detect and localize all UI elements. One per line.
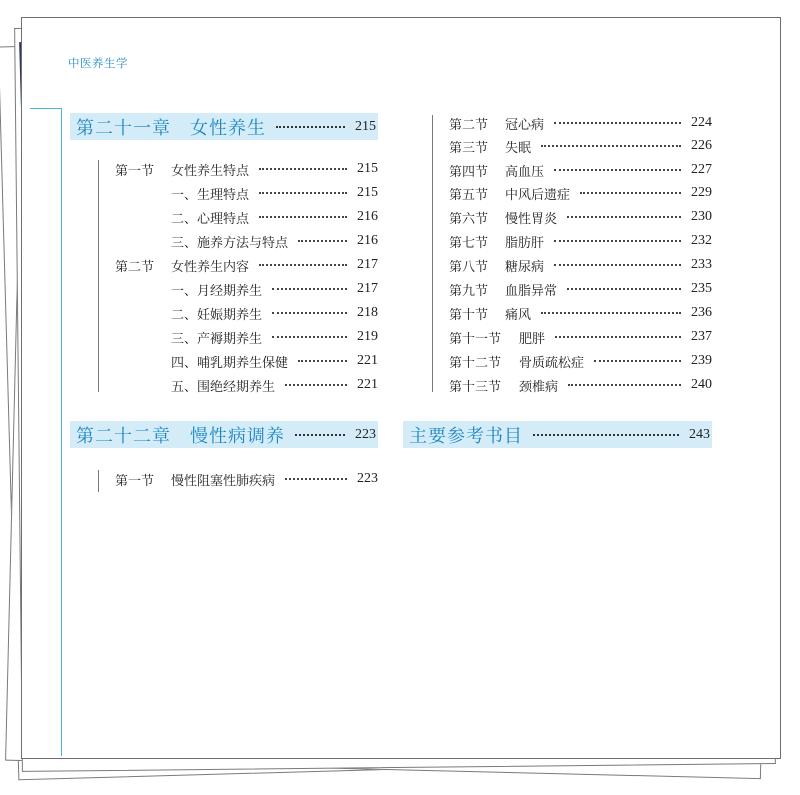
entry-title: 失眠 [505,140,532,156]
toc-entry[interactable] [171,374,378,396]
section-number: 第三节 [449,140,489,156]
toc-entry[interactable] [449,350,712,372]
entry-title: 慢性阻塞性肺疾病 [171,473,276,489]
entry-page-number: 217 [357,257,378,272]
section-bracket-line [98,160,99,392]
toc-entry[interactable] [449,374,712,396]
entry-page-number: 223 [357,471,378,486]
toc-entry[interactable] [171,230,378,252]
toc-entry[interactable] [449,302,712,324]
toc-entry[interactable] [449,182,712,204]
entry-page-number: 218 [357,305,378,320]
toc-entry[interactable] [449,230,712,252]
leader-dots [541,145,681,147]
toc-entry[interactable] [171,206,378,228]
leader-dots [298,240,347,242]
toc-entry[interactable] [449,326,712,348]
entry-title: 中风后遗症 [505,187,571,203]
leader-dots [272,312,347,314]
entry-title: 血脂异常 [505,283,558,299]
entry-title: 肥胖 [519,331,546,347]
chapter-title: 第二十二章 慢性病调养 [76,425,285,447]
chapter-page-number: 215 [355,118,376,134]
section-number: 第九节 [449,283,489,299]
entry-title: 痛风 [505,307,532,323]
entry-page-number: 237 [691,329,712,344]
chapter-title: 第二十一章 女性养生 [76,117,266,139]
entry-page-number: 233 [691,257,712,272]
entry-page-number: 215 [357,161,378,176]
toc-entry[interactable] [449,206,712,228]
leader-dots [295,434,345,436]
entry-page-number: 216 [357,233,378,248]
leader-dots [259,168,347,170]
toc-entry[interactable] [449,112,712,134]
entry-page-number: 229 [691,185,712,200]
section-number: 第十二节 [449,355,502,371]
entry-title: 女性养生特点 [171,163,250,179]
leader-dots [554,264,681,266]
section-number: 第一节 [115,163,155,179]
leader-dots [594,360,681,362]
entry-page-number: 232 [691,233,712,248]
leader-dots [541,312,681,314]
leader-dots [533,434,679,436]
entry-page-number: 236 [691,305,712,320]
leader-dots [555,336,681,338]
entry-title: 慢性胃炎 [505,211,558,227]
entry-page-number: 226 [691,138,712,153]
chapter-page-number: 223 [355,426,376,442]
entry-page-number: 217 [357,281,378,296]
toc-entry[interactable] [171,302,378,324]
entry-title: 三、产褥期养生 [171,331,263,347]
entry-page-number: 227 [691,162,712,177]
leader-dots [567,216,681,218]
chapter-heading-21[interactable] [70,113,378,140]
toc-entry[interactable] [449,278,712,300]
entry-page-number: 216 [357,209,378,224]
entry-title: 脂肪肝 [505,235,545,251]
toc-entry[interactable] [449,159,712,181]
entry-page-number: 230 [691,209,712,224]
running-header: 中医养生学 [68,56,128,70]
entry-page-number: 221 [357,377,378,392]
toc-entry[interactable] [115,468,378,490]
entry-page-number: 215 [357,185,378,200]
toc-entry[interactable] [115,254,378,276]
section-number: 第一节 [115,473,155,489]
entry-title: 四、哺乳期养生保健 [171,355,289,371]
entry-page-number: 224 [691,115,712,130]
leader-dots [554,122,681,124]
entry-title: 三、施养方法与特点 [171,235,289,251]
entry-title: 冠心病 [505,117,545,133]
section-number: 第二节 [449,117,489,133]
entry-title: 二、妊娠期养生 [171,307,263,323]
entry-title: 女性养生内容 [171,259,250,275]
section-number: 第六节 [449,211,489,227]
leader-dots [567,288,681,290]
toc-entry[interactable] [171,182,378,204]
section-number: 第八节 [449,259,489,275]
toc-entry[interactable] [449,254,712,276]
leader-dots [554,169,681,171]
references-heading[interactable] [403,421,712,448]
entry-page-number: 240 [691,377,712,392]
entry-title: 二、心理特点 [171,211,250,227]
entry-title: 糖尿病 [505,259,545,275]
leader-dots [580,192,681,194]
section-number: 第十节 [449,307,489,323]
leader-dots [259,192,347,194]
chapter-heading-22[interactable] [70,421,378,448]
leader-dots [554,240,681,242]
entry-page-number: 239 [691,353,712,368]
entry-title: 五、围绝经期养生 [171,379,276,395]
section-number: 第十三节 [449,379,502,395]
leader-dots [285,384,347,386]
leader-dots [259,264,347,266]
leader-dots [568,384,681,386]
entry-title: 高血压 [505,164,545,180]
entry-title: 一、生理特点 [171,187,250,203]
leader-dots [298,360,347,362]
entry-title: 一、月经期养生 [171,283,263,299]
entry-title: 骨质疏松症 [519,355,585,371]
section-number: 第七节 [449,235,489,251]
toc-entry[interactable] [171,326,378,348]
toc-entry[interactable] [115,158,378,180]
toc-entry[interactable] [449,135,712,157]
entry-page-number: 219 [357,329,378,344]
references-page-number: 243 [689,426,710,442]
leader-dots [259,216,347,218]
entry-title: 颈椎病 [519,379,559,395]
leader-dots [276,126,345,128]
leader-dots [272,336,347,338]
leader-dots [272,288,347,290]
section-number: 第二节 [115,259,155,275]
leader-dots [285,478,347,480]
margin-rule-horizontal [30,108,62,109]
section-bracket-line [98,470,99,492]
references-title: 主要参考书目 [409,425,523,447]
section-number: 第五节 [449,187,489,203]
section-bracket-line [432,115,433,392]
margin-rule-vertical [61,108,62,756]
toc-entry[interactable] [171,350,378,372]
entry-page-number: 235 [691,281,712,296]
entry-page-number: 221 [357,353,378,368]
section-number: 第四节 [449,164,489,180]
toc-entry[interactable] [171,278,378,300]
section-number: 第十一节 [449,331,502,347]
